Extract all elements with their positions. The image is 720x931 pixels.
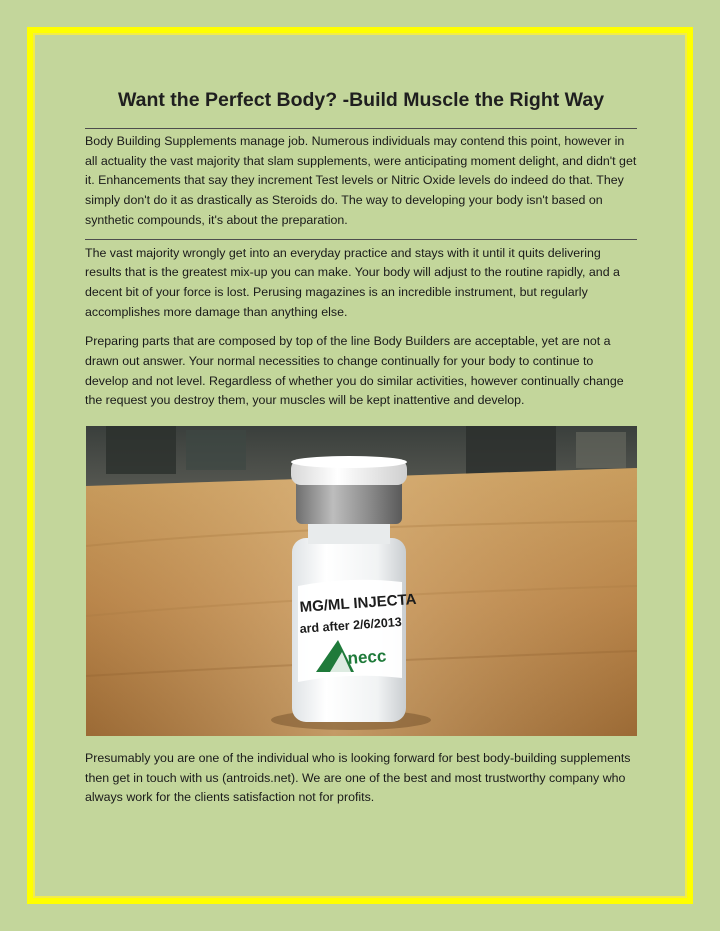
paragraph-4: Presumably you are one of the individual who is looking forward for best body-building supplements then get in touch with us (antroids.net). We are one of the best and most trustworthy company who always work for the clients satisfaction not for profits. [85, 751, 631, 805]
vial-label-line-2: ard after 2/6/2013 [299, 614, 403, 636]
paragraph-1: Body Building Supplements manage job. Numerous individuals may contend this point, however in all actuality the vast majority that slam supplements, were anticipating moment delight, and didn't get it. Enhancements that say they increment Test levels or Nitric Oxide levels do indeed do that. They simply don't do it as drastically as Steroids do. The way to developing your body isn't based on synthetic compounds, it's about the preparation. [85, 134, 637, 227]
page-title: Want the Perfect Body? -Build Muscle the Right Way [117, 89, 605, 111]
paragraph-2: The vast majority wrongly get into an everyday practice and stays with it until it quits delivering results that is the greatest mix-up you can make. Your body will adjust to the routine rapidly, and a decent bit of your force is lost. Perusing magazines is an incredible instrument, but regularly accomplishes more damage than anything else. [85, 245, 620, 319]
vial-logo-text: necc [346, 646, 387, 668]
article [85, 86, 637, 411]
vial-photo [86, 426, 637, 736]
vial-label-line-1: MG/ML INJECTA [299, 590, 417, 616]
paragraph-3: Preparing parts that are composed by top of the line Body Builders are acceptable, yet are not a drawn out answer. Your normal necessities to change continually for your body to continue to develop and not level. Regardless of whether you do similar activities, however continually change the request you destroy them, your muscles will be kept inattentive and develop. [85, 334, 624, 408]
